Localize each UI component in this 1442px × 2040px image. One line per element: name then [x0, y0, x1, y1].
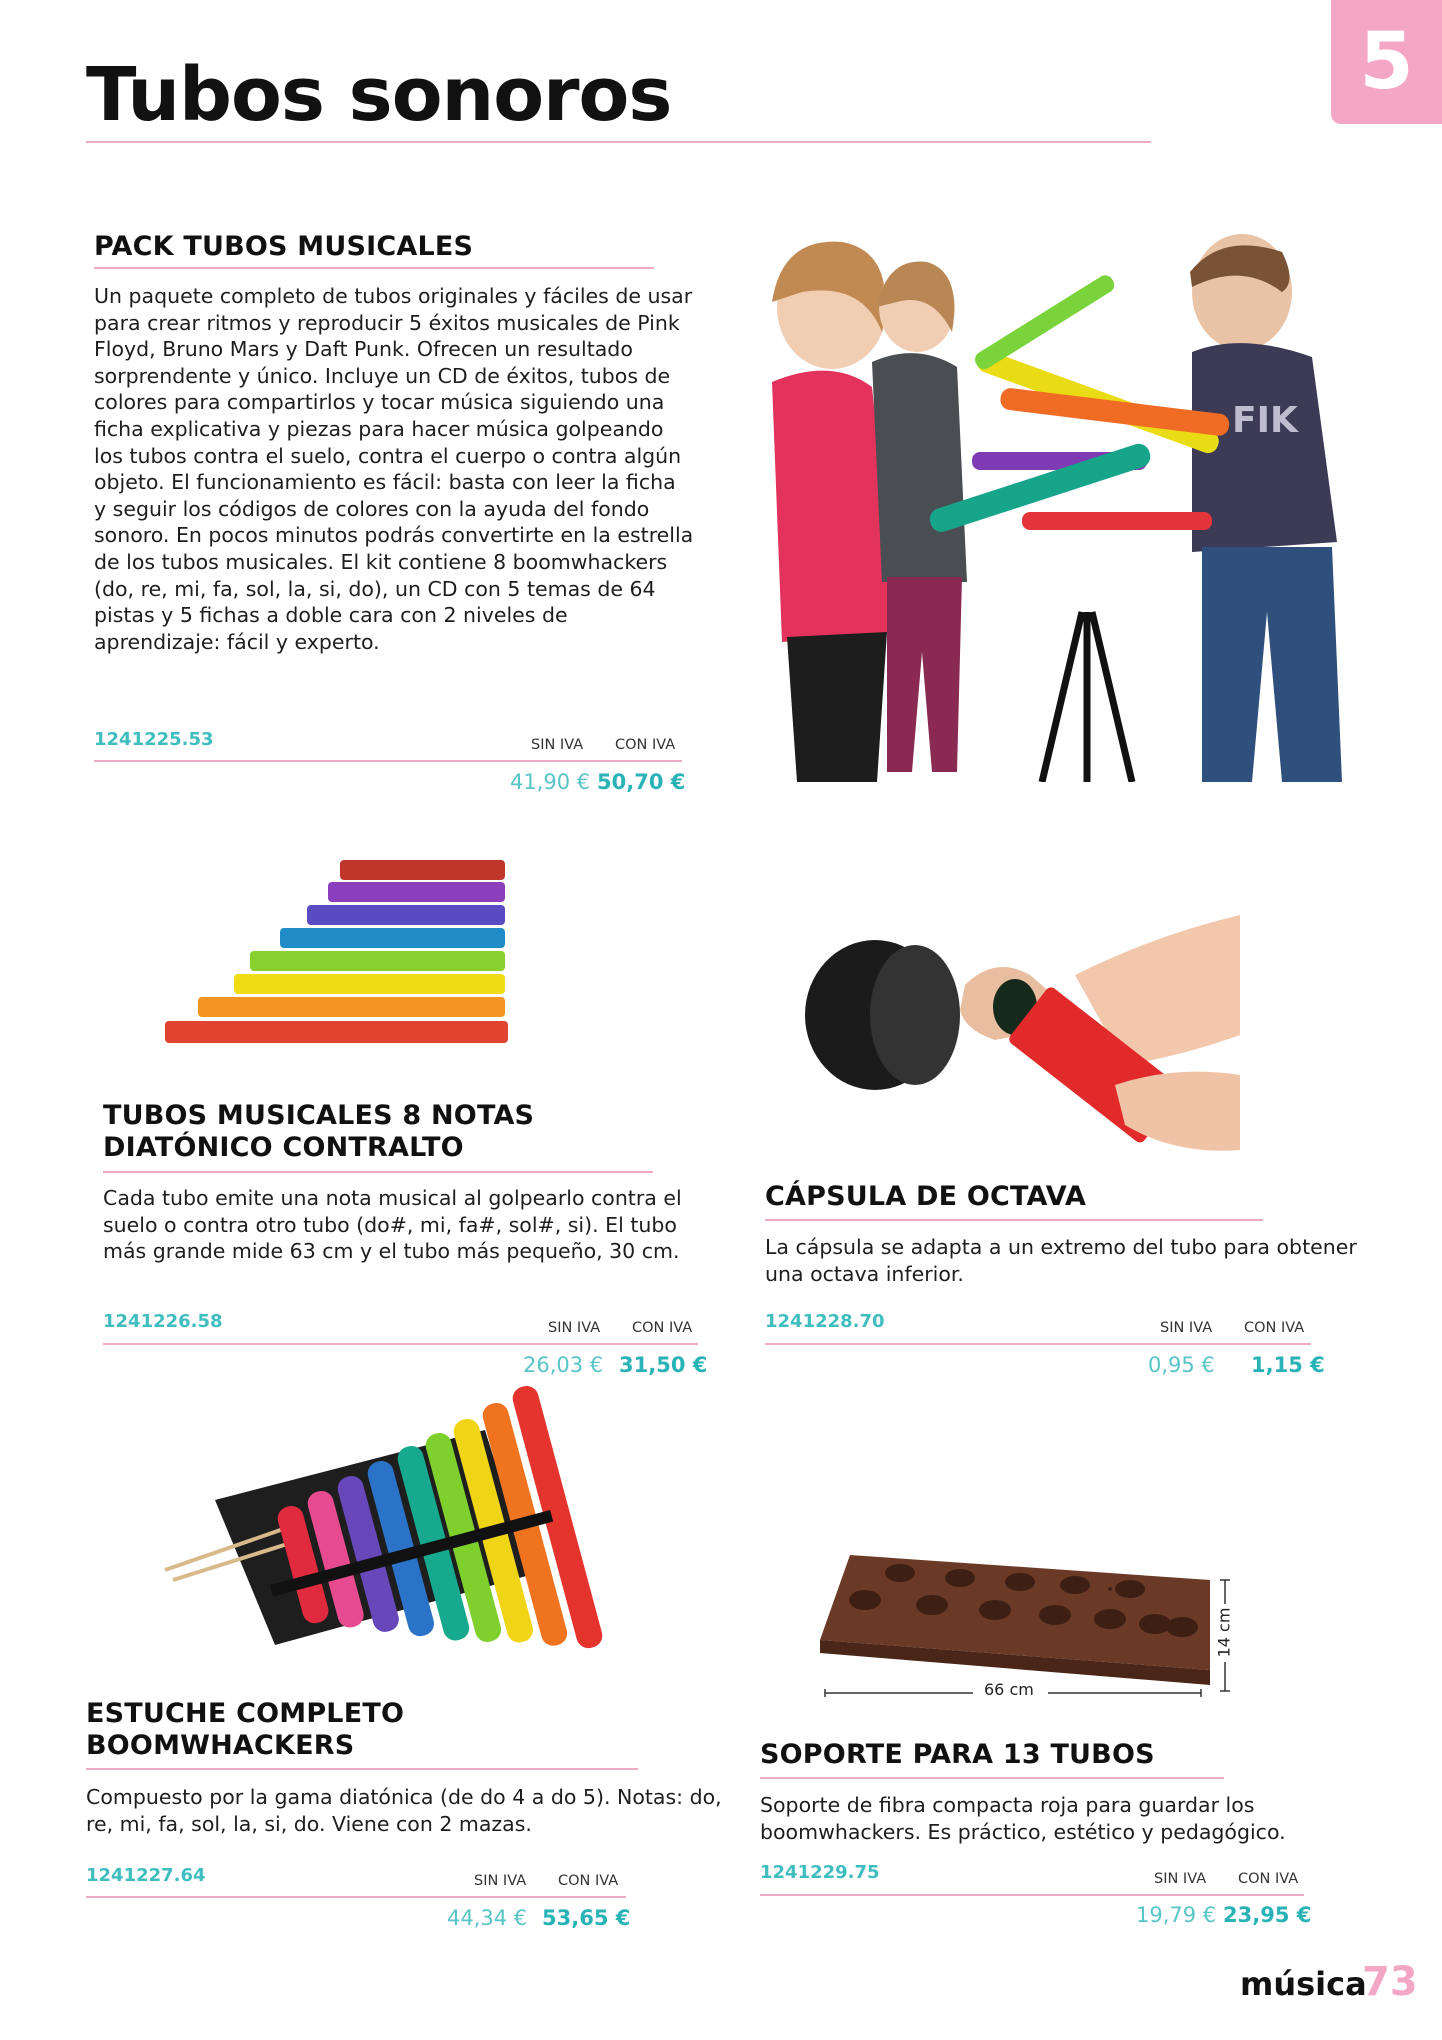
footer-section-name: música: [1240, 1965, 1367, 2003]
price-con-iva-estuche: 53,65 €: [542, 1906, 631, 1930]
boomwhackers-case-photo: [155, 1345, 610, 1705]
title-divider: [86, 141, 1151, 143]
product-code-soporte: 1241229.75: [760, 1862, 880, 1883]
product-divider: [760, 1777, 1224, 1779]
product-description-estuche: Compuesto por la gama diatónica (de do 4 a do 5). Notas: do, re, mi, fa, sol, la, si, do. Viene con 2 mazas.: [86, 1785, 722, 1836]
price-sin-iva-capsula: 0,95 €: [1148, 1353, 1215, 1377]
price-divider: [94, 760, 682, 762]
sin-iva-label: SIN IVA: [1154, 1871, 1207, 1887]
product-description-diatonic: Cada tubo emite una nota musical al golpearlo contra el suelo o contra otro tubo (do#, mi, fa#, sol#, si). El tubo más grande mide 63 cm y el tubo más pequeño, 30 cm.: [103, 1186, 682, 1264]
page-title: Tubos sonoros: [86, 52, 672, 138]
sin-iva-label: SIN IVA: [531, 737, 584, 753]
price-divider: [765, 1343, 1311, 1345]
product-description-soporte: Soporte de fibra compacta roja para guardar los boomwhackers. Es práctico, estético y pedagógico.: [760, 1793, 1286, 1844]
price-divider: [760, 1894, 1304, 1896]
product-title-pack: PACK TUBOS MUSICALES: [94, 231, 474, 262]
product-code-pack: 1241225.53: [94, 729, 214, 750]
product-title-estuche: [86, 1698, 404, 1762]
product-title-line: TUBOS MUSICALES 8 NOTAS: [103, 1100, 535, 1131]
product-title-line: ESTUCHE COMPLETO: [86, 1698, 405, 1729]
price-sin-iva-pack: 41,90 €: [510, 770, 591, 794]
product-title-diatonic: [103, 1100, 534, 1164]
sin-iva-label: SIN IVA: [474, 1873, 527, 1889]
chapter-tab: 5: [1331, 0, 1442, 124]
con-iva-label: CON IVA: [1238, 1871, 1299, 1887]
product-code-estuche: 1241227.64: [86, 1865, 206, 1886]
height-dimension-label: 14 cm: [1214, 1607, 1234, 1658]
price-sin-iva-soporte: 19,79 €: [1136, 1903, 1217, 1927]
price-sin-iva-diatonic: 26,03 €: [523, 1353, 604, 1377]
product-description-capsula: La cápsula se adapta a un extremo del tubo para obtener una octava inferior.: [765, 1235, 1357, 1286]
price-con-iva-diatonic: 31,50 €: [619, 1353, 708, 1377]
con-iva-label: CON IVA: [1244, 1320, 1305, 1336]
product-code-diatonic: 1241226.58: [103, 1311, 223, 1332]
con-iva-label: CON IVA: [632, 1320, 693, 1336]
price-con-iva-pack: 50,70 €: [597, 770, 686, 794]
sin-iva-label: SIN IVA: [1160, 1320, 1213, 1336]
product-title-line: BOOMWHACKERS: [86, 1730, 355, 1761]
product-divider: [765, 1219, 1263, 1221]
price-sin-iva-estuche: 44,34 €: [447, 1906, 528, 1930]
product-code-capsula: 1241228.70: [765, 1311, 885, 1332]
price-divider: [86, 1896, 626, 1898]
product-divider: [94, 267, 654, 269]
diatonic-tubes-photo: [160, 855, 520, 1065]
con-iva-label: CON IVA: [558, 1873, 619, 1889]
page-number: 73: [1362, 1959, 1418, 2005]
price-con-iva-soporte: 23,95 €: [1223, 1903, 1312, 1927]
product-divider: [103, 1171, 653, 1173]
product-title-line: DIATÓNICO CONTRALTO: [103, 1132, 464, 1163]
product-divider: [86, 1768, 638, 1770]
octave-cap-photo: [795, 915, 1245, 1155]
con-iva-label: CON IVA: [615, 737, 676, 753]
width-dimension-label: 66 cm: [984, 1680, 1034, 1699]
price-con-iva-capsula: 1,15 €: [1251, 1353, 1325, 1377]
product-title-capsula: CÁPSULA DE OCTAVA: [765, 1181, 1087, 1212]
product-description-pack: Un paquete completo de tubos originales y fáciles de usar para crear ritmos y reproducir 5 éxitos musicales de Pink Floyd, Bruno Mars y Daft Punk. Ofrecen un resultado sorprendente y único. Incluye un CD de éxitos, tubos de colores para compartirlos y tocar música siguiendo una ficha explicativa y piezas para hacer música golpeando los tubos contra el suelo, contra el cuerpo o contra algún objeto. El funcionamiento es fácil: basta con leer la ficha y seguir los códigos de colores con la ayuda del fondo sonoro. En pocos minutos podrás convertirte en la estrella de los tubos musicales. El kit contiene 8 boomwhackers (do, re, mi, fa, sol, la, si, do), un CD con 5 temas de 64 pistas y 5 fichas a doble cara con 2 niveles de aprendizaje: fácil y experto.: [94, 284, 694, 654]
product-title-soporte: SOPORTE PARA 13 TUBOS: [760, 1739, 1155, 1770]
sin-iva-label: SIN IVA: [548, 1320, 601, 1336]
svg-text:FIK: FIK: [1232, 400, 1298, 441]
kids-playing-photo: [722, 212, 1374, 782]
